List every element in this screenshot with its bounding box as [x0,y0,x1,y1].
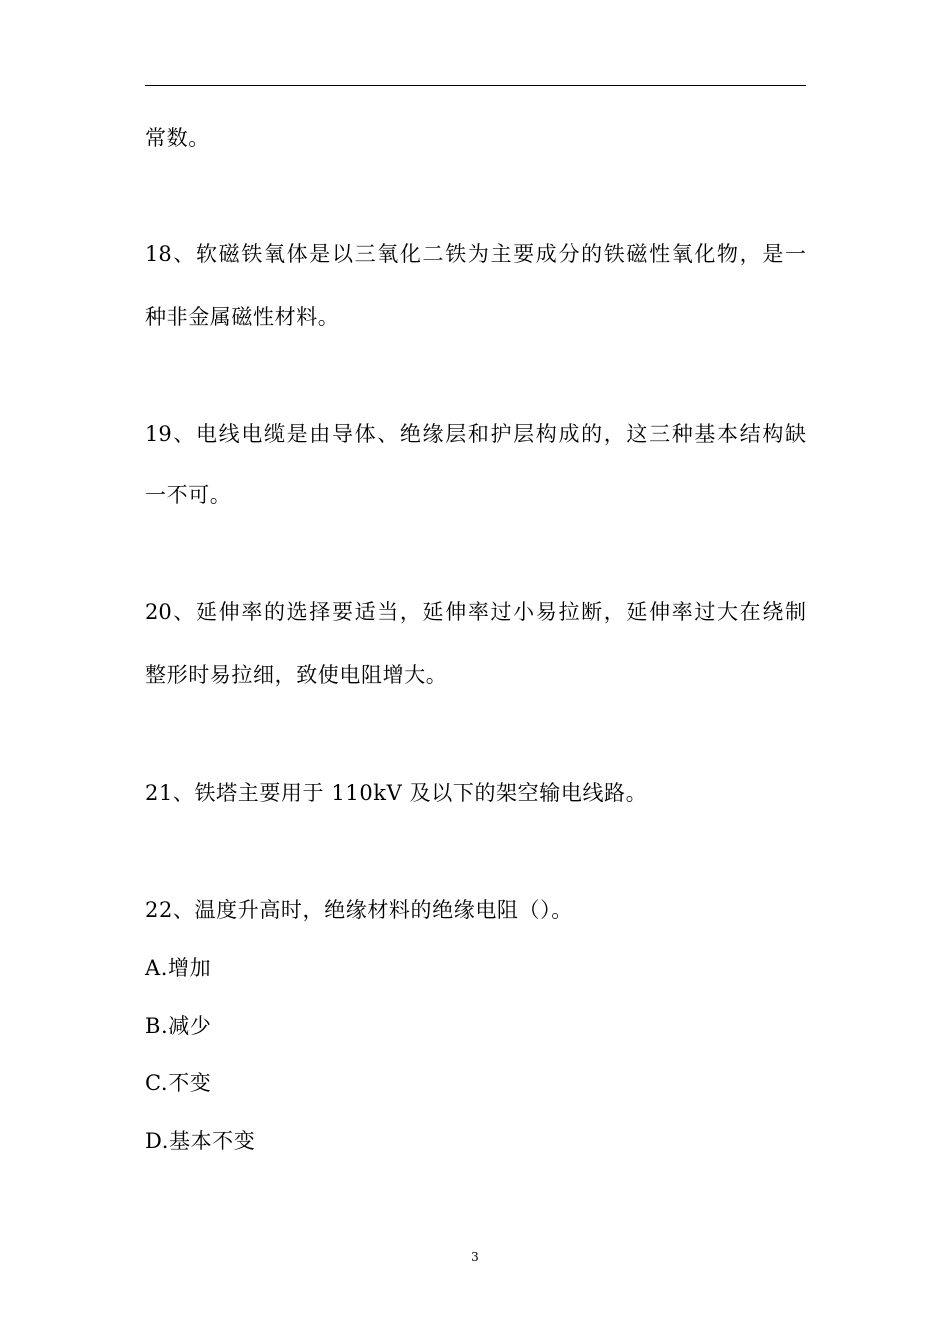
page-number: 3 [471,1250,479,1264]
item-19-line-2: 一不可。 [145,483,232,507]
option-a: A.增加 [145,956,212,980]
question-22-stem: 22、温度升高时，绝缘材料的绝缘电阻（）。 [145,898,573,922]
item-19-line-1: 19、电线电缆是由导体、绝缘层和护层构成的，这三种基本结构缺 [145,422,806,446]
item-18-line-1: 18、软磁铁氧体是以三氧化二铁为主要成分的铁磁性氧化物，是一 [145,242,806,266]
continuation-text: 常数。 [145,126,210,150]
option-d: D.基本不变 [145,1129,256,1153]
option-c: C.不变 [145,1071,212,1095]
item-20-line-1: 20、延伸率的选择要适当，延伸率过小易拉断，延伸率过大在绕制 [145,600,806,624]
header-rule [145,85,806,86]
option-b: B.减少 [145,1014,212,1038]
item-21-line-1: 21、铁塔主要用于 110kV 及以下的架空输电线路。 [145,781,648,805]
item-18-line-2: 种非金属磁性材料。 [145,305,340,329]
item-20-line-2: 整形时易拉细，致使电阻增大。 [145,663,448,687]
